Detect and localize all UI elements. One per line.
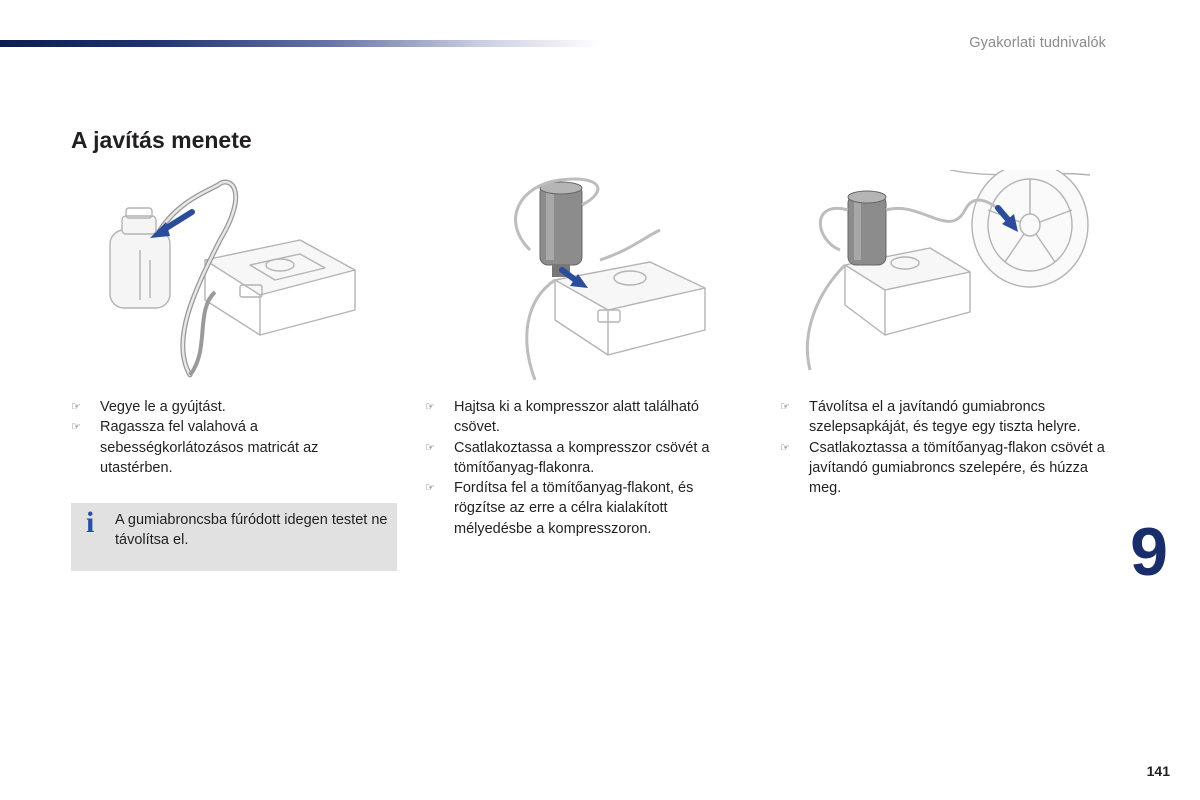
pointing-hand-icon: ☞ [425,401,435,413]
step-item [425,478,745,539]
page-number: 141 [1146,763,1170,779]
step-text: Távolítsa el a javítandó gumiabroncs szelepsapkáját, és tegye egy tiszta helyre. [809,399,1081,436]
header-gradient-bar [0,40,600,47]
step-item [780,397,1115,438]
step-item [71,397,371,417]
pointing-hand-icon: ☞ [780,401,790,413]
step-item [425,438,745,479]
steps-column-1 [71,397,371,478]
info-box [71,503,397,571]
step-item [780,438,1115,499]
steps-column-3 [780,397,1115,498]
running-header: Gyakorlati tudnivalók [969,35,1106,51]
step-text: Hajtsa ki a kompresszor alatt található csövet. [454,399,699,436]
pointing-hand-icon: ☞ [425,482,435,495]
illustration-invert-bottle [500,170,720,385]
step-text: Csatlakoztassa a kompresszor csövét a tömítőanyag-flakonra. [454,439,710,476]
chapter-number: 9 [1130,514,1168,590]
steps-column-2 [425,397,745,539]
illustration-connect-valve [800,170,1110,385]
pointing-hand-icon: ☞ [71,401,81,413]
step-item [71,417,371,478]
step-item [425,397,745,438]
info-text: A gumiabroncsba fúródott idegen testet ne távolítsa el. [115,512,388,549]
step-text: Vegye le a gyújtást. [100,399,226,415]
step-text: Csatlakoztassa a tömítőanyag-flakon csövét a javítandó gumiabroncs szelepére, és húzza meg. [809,439,1105,497]
pointing-hand-icon: ☞ [71,421,81,434]
section-title: A javítás menete [71,127,252,153]
step-text: Fordítsa fel a tömítőanyag-flakont, és rögzítse az erre a célra kialakított mélyedésbe a kompresszoron. [454,480,694,537]
pointing-hand-icon: ☞ [780,441,790,454]
info-icon: i [86,506,95,539]
pointing-hand-icon: ☞ [425,441,435,454]
illustration-connect-hose [100,170,365,385]
step-text: Ragassza fel valahová a sebességkorlátozásos matricát az utastérben. [100,419,319,476]
